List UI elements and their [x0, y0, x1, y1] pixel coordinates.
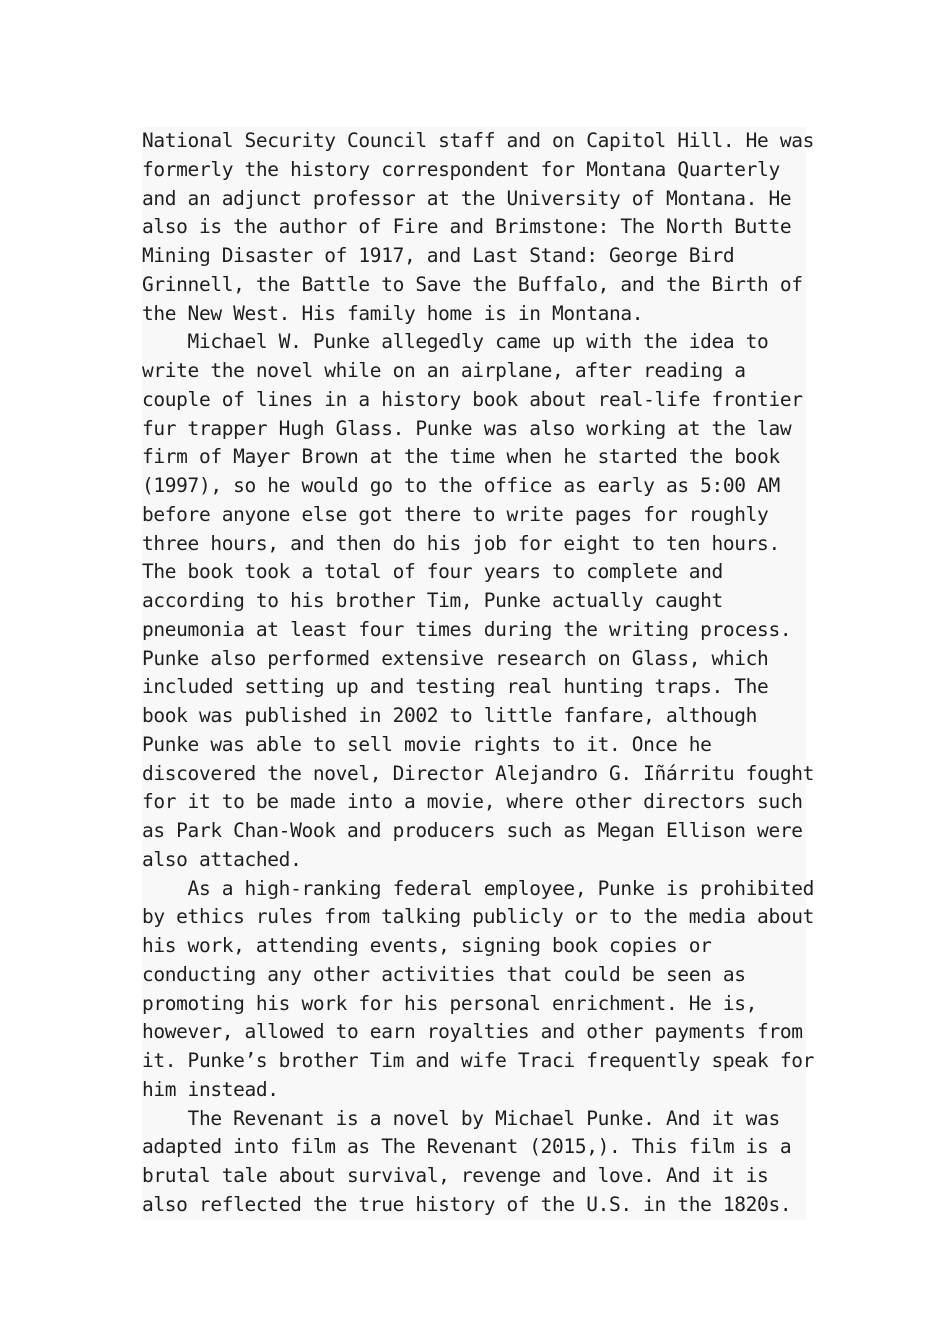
text-line: by ethics rules from talking publicly or to the media about: [142, 905, 815, 929]
paragraph-author-bio: [142, 127, 815, 328]
text-line: as Park Chan-Wook and producers such as Megan Ellison were: [142, 819, 803, 842]
paragraph-novel-origin: [142, 328, 815, 874]
text-line: Punke also performed extensive research on Glass, which: [142, 646, 769, 670]
text-line: brutal tale about survival, revenge and love. And it is: [142, 1164, 769, 1187]
text-line: fur trapper Hugh Glass. Punke was also working at the law: [142, 416, 792, 440]
text-line: Mining Disaster of 1917, and Last Stand: George Bird: [142, 244, 735, 267]
text-line: As a high-ranking federal employee, Punke is prohibited: [142, 876, 815, 900]
text-line: for it to be made into a movie, where other directors such: [142, 790, 803, 814]
text-line: Michael W. Punke allegedly came up with the idea to: [142, 330, 769, 354]
text-line: promoting his work for his personal enrichment. He is,: [142, 991, 758, 1015]
text-line: however, allowed to earn royalties and other payments from: [142, 1020, 803, 1044]
text-line: book was published in 2002 to little fanfare, although: [142, 704, 758, 727]
text-line: adapted into film as The Revenant (2015,). This film is a: [142, 1135, 792, 1159]
text-line: (1997), so he would go to the office as early as 5:00 AM: [142, 474, 780, 497]
text-line: conducting any other activities that could be seen as: [142, 962, 746, 986]
text-line: Punke was able to sell movie rights to it. Once he: [142, 732, 712, 756]
text-line: according to his brother Tim, Punke actually caught: [142, 589, 723, 612]
text-line: included setting up and testing real hunting traps. The: [142, 675, 769, 699]
text-line: formerly the history correspondent for Montana Quarterly: [142, 157, 780, 181]
paragraph-ethics-rules: [142, 875, 815, 1105]
text-line: three hours, and then do his job for eight to ten hours.: [142, 531, 780, 555]
text-line: also reflected the true history of the U.S. in the 1820s.: [142, 1192, 792, 1216]
text-line: it. Punke’s brother Tim and wife Traci frequently speak for: [142, 1049, 815, 1072]
text-line: and an adjunct professor at the University of Montana. He: [142, 186, 792, 210]
text-line: The Revenant is a novel by Michael Punke. And it was: [142, 1106, 780, 1130]
text-line: write the novel while on an airplane, after reading a: [142, 359, 746, 382]
text-line: also attached.: [142, 847, 302, 871]
text-line: couple of lines in a history book about real-life frontier: [142, 387, 803, 411]
text-line: The book took a total of four years to complete and: [142, 560, 723, 584]
text-line: his work, attending events, signing book copies or: [142, 934, 712, 957]
text-line: National Security Council staff and on Capitol Hill. He was: [142, 129, 815, 152]
text-line: firm of Mayer Brown at the time when he started the book: [142, 445, 780, 469]
body-text: [142, 127, 815, 1220]
text-line: also is the author of Fire and Brimstone: The North Butte: [142, 215, 792, 239]
text-line: discovered the novel, Director Alejandro G. Iñárritu fought: [142, 761, 815, 785]
text-line: Grinnell, the Battle to Save the Buffalo, and the Birth of: [142, 272, 803, 296]
paragraph-revenant-film: [142, 1105, 806, 1220]
text-line: the New West. His family home is in Montana.: [142, 301, 644, 325]
text-line: before anyone else got there to write pages for roughly: [142, 502, 769, 526]
text-line: pneumonia at least four times during the writing process.: [142, 617, 792, 641]
text-line: him instead.: [142, 1077, 279, 1101]
